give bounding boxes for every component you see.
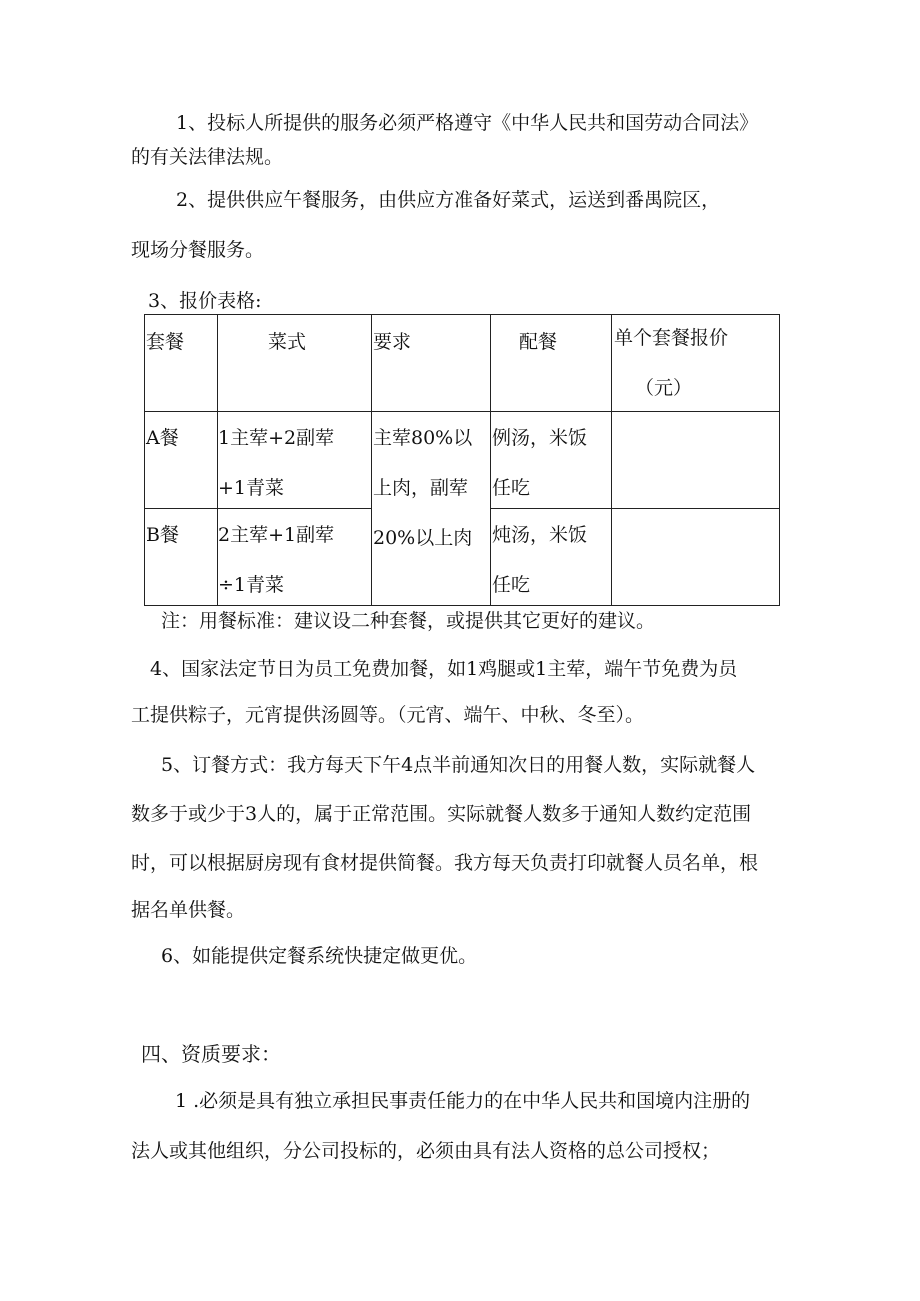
row-a-side-line-2: 任吃 (492, 477, 531, 499)
requirement-line-3: 20%以上肉 (373, 527, 473, 549)
table-border-bottom (144, 605, 780, 606)
table-border-col-1 (217, 314, 218, 606)
table-border-col-4 (611, 314, 612, 606)
header-requirement: 要求 (373, 331, 412, 353)
para-1-line-1: 1、投标人所提供的服务必须严格遵守《中华人民共和国劳动合同法》 (176, 112, 759, 134)
row-b-set: B餐 (146, 524, 179, 546)
section-4-heading: 四、资质要求： (141, 1042, 281, 1066)
para-5-line-3: 时，可以根据厨房现有食材提供简餐。我方每天负责打印就餐人员名单，根 (131, 852, 759, 874)
row-b-side-line-1: 炖汤，米饭 (492, 524, 588, 546)
para-5-line-4: 据名单供餐。 (131, 899, 246, 921)
table-border-left (144, 314, 145, 606)
table-border-row-2-left (144, 508, 371, 509)
header-dish: 菜式 (268, 331, 307, 353)
para-4-line-1: 4、国家法定节日为员工免费加餐，如1鸡腿或1主荤，端午节免费为员 (150, 658, 738, 680)
table-border-right (779, 314, 780, 606)
para-1-line-2: 的有关法律法规。 (131, 146, 284, 168)
quote-table (144, 314, 780, 606)
table-border-col-3 (490, 314, 491, 606)
qualification-1-line-1: 1 .必须是具有独立承担民事责任能力的在中华人民共和国境内注册的 (175, 1090, 751, 1112)
row-b-dish-line-2: ÷1青菜 (218, 574, 285, 596)
table-note: 注：用餐标准：建议设二种套餐，或提供其它更好的建议。 (161, 610, 656, 632)
para-4-line-2: 工提供粽子，元宵提供汤圆等。（元宵、端午、中秋、冬至）。 (131, 704, 645, 726)
table-border-top (144, 314, 780, 315)
para-2-line-2: 现场分餐服务。 (131, 239, 265, 261)
row-a-set: A餐 (146, 427, 179, 449)
para-5-line-2: 数多于或少于3人的，属于正常范围。实际就餐人数多于通知人数约定范围 (131, 803, 752, 825)
para-3: 3、报价表格: (148, 290, 262, 312)
requirement-line-2: 上肉，副荤 (373, 477, 469, 499)
table-border-col-2 (371, 314, 372, 606)
header-side: 配餐 (519, 331, 558, 353)
para-5-line-1: 5、订餐方式：我方每天下午4点半前通知次日的用餐人数，实际就餐人 (161, 754, 756, 776)
para-2-line-1: 2、提供供应午餐服务，由供应方准备好菜式，运送到番禺院区， (176, 189, 721, 211)
row-b-dish-line-1: 2主荤+1副荤 (218, 524, 335, 546)
row-a-side-line-1: 例汤，米饭 (492, 427, 588, 449)
row-a-dish-line-1: 1主荤+2副荤 (218, 427, 335, 449)
para-6: 6、如能提供定餐系统快捷定做更优。 (161, 945, 478, 967)
header-set: 套餐 (146, 331, 185, 353)
header-price-line-2: （元） (635, 377, 693, 399)
table-border-row-1 (144, 411, 780, 412)
table-border-row-2-right (490, 508, 780, 509)
requirement-line-1: 主荤80%以 (373, 427, 473, 449)
row-a-dish-line-2: +1青菜 (218, 477, 285, 499)
header-price-line-1: 单个套餐报价 (614, 327, 729, 349)
qualification-1-line-2: 法人或其他组织，分公司投标的，必须由具有法人资格的总公司授权； (131, 1140, 721, 1162)
row-b-side-line-2: 任吃 (492, 574, 531, 596)
